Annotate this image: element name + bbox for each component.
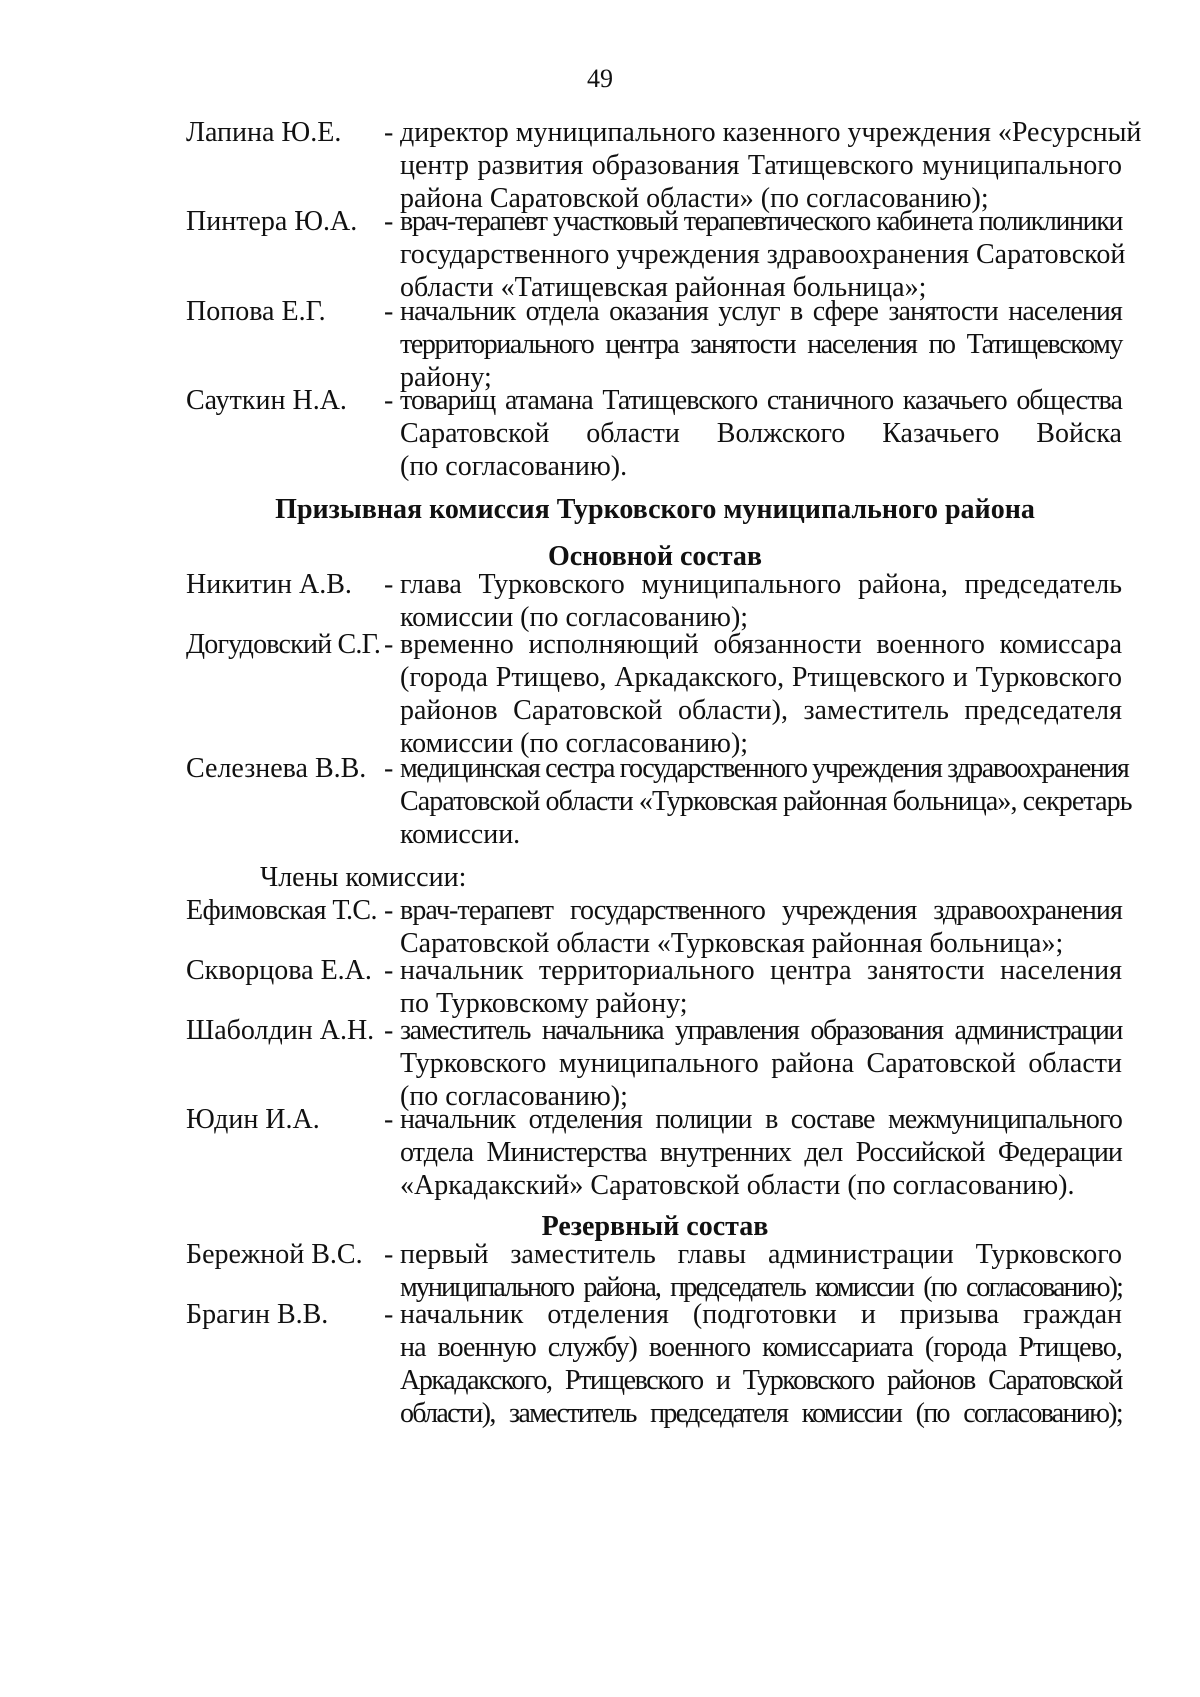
member-entry [186, 295, 1122, 394]
position-line: начальник отдела оказания услуг в сфере занятости населения [400, 296, 1122, 327]
position-line: района Саратовской области» (по согласованию); [400, 183, 989, 214]
member-entry [186, 116, 1142, 215]
member-position [400, 295, 1122, 394]
position-line: государственного учреждения здравоохранения Саратовской [400, 239, 1126, 270]
position-line: врач-терапевт участковый терапевтического кабинета поликлиники [400, 206, 1122, 237]
position-line: (по согласованию). [400, 451, 628, 482]
position-line: (по согласованию); [400, 1081, 628, 1112]
member-position [400, 1298, 1122, 1430]
member-name: Сауткин Н.А. [186, 385, 347, 416]
member-name: Скворцова Е.А. [186, 955, 372, 986]
member-position [400, 116, 1142, 215]
position-line: комиссии (по согласованию); [400, 602, 749, 633]
entry-dash: - [384, 1104, 394, 1135]
member-entry [186, 894, 1122, 960]
position-line: временно исполняющий обязанности военного комиссара [400, 629, 1122, 660]
entry-dash: - [384, 1015, 394, 1046]
entry-dash: - [384, 385, 394, 416]
position-line: области), заместитель председателя комиссии (по согласованию); [400, 1398, 1122, 1429]
position-line: комиссии (по согласованию); [400, 728, 749, 759]
position-line: начальник территориального центра занятости населения [400, 955, 1122, 986]
members-label: Члены комиссии: [260, 862, 467, 893]
member-entry [186, 1103, 1122, 1202]
position-line: первый заместитель главы администрации Турковского [400, 1239, 1122, 1270]
entry-dash: - [384, 1299, 394, 1330]
position-line: «Аркадакский» Саратовской области (по согласованию). [400, 1170, 1075, 1201]
member-name: Никитин А.В. [186, 569, 352, 600]
entry-dash: - [384, 1239, 394, 1270]
member-entry [186, 205, 1126, 304]
position-line: комиссии. [400, 819, 521, 850]
member-position [400, 954, 1122, 1020]
member-entry [186, 1014, 1122, 1113]
member-name: Селезнева В.В. [186, 753, 367, 784]
member-entry [186, 384, 1122, 483]
member-position [400, 628, 1122, 760]
position-line: Саратовской области «Турковская районная больница», секретарь [400, 786, 1132, 817]
member-name: Ефимовская Т.С. [186, 895, 377, 926]
position-line: муниципального района, председатель комиссии (по согласованию); [400, 1272, 1122, 1303]
position-line: районов Саратовской области), заместитель председателя [400, 695, 1122, 726]
position-line: медицинская сестра государственного учреждения здравоохранения [400, 753, 1129, 784]
entry-dash: - [384, 629, 394, 660]
position-line: заместитель начальника управления образования администрации [400, 1015, 1122, 1046]
member-position [400, 1014, 1122, 1113]
position-line: врач-терапевт государственного учреждения здравоохранения [400, 895, 1122, 926]
position-line: начальник отделения (подготовки и призыва граждан [400, 1299, 1122, 1330]
position-line: Саратовской области «Турковская районная больница»; [400, 928, 1064, 959]
reserve-composition-title: Резервный состав [541, 1211, 769, 1242]
position-line: центр развития образования Татищевского муниципального [400, 150, 1122, 181]
position-line: Турковского муниципального района Саратовской области [400, 1048, 1122, 1079]
member-entry [186, 954, 1122, 1020]
member-name: Пинтера Ю.А. [186, 206, 358, 237]
entry-dash: - [384, 117, 394, 148]
member-position [400, 205, 1126, 304]
member-name: Брагин В.В. [186, 1299, 329, 1330]
member-name: Юдин И.А. [186, 1104, 320, 1135]
member-position [400, 384, 1122, 483]
member-name: Догудовский С.Г. [186, 629, 381, 660]
entry-dash: - [384, 895, 394, 926]
position-line: району; [400, 362, 492, 393]
member-entry [186, 628, 1122, 760]
entry-dash: - [384, 955, 394, 986]
member-position [400, 1238, 1122, 1304]
member-entry [186, 1298, 1122, 1430]
position-line: на военную службу) военного комиссариата (города Ртищево, [400, 1332, 1122, 1363]
position-line: товарищ атамана Татищевского станичного казачьего общества [400, 385, 1122, 416]
position-line: начальник отделения полиции в составе межмуниципального [400, 1104, 1122, 1135]
member-name: Шаболдин А.Н. [186, 1015, 375, 1046]
entry-dash: - [384, 206, 394, 237]
position-line: (города Ртищево, Аркадакского, Ртищевского и Турковского [400, 662, 1122, 693]
entry-dash: - [384, 296, 394, 327]
member-entry [186, 752, 1132, 851]
position-line: директор муниципального казенного учреждения «Ресурсный [400, 117, 1142, 148]
member-entry [186, 568, 1122, 634]
member-name: Попова Е.Г. [186, 296, 326, 327]
member-entry [186, 1238, 1122, 1304]
position-line: отдела Министерства внутренних дел Российской Федерации [400, 1137, 1122, 1168]
main-composition-title: Основной состав [547, 541, 763, 572]
position-line: Саратовской области Волжского Казачьего Войска [400, 418, 1122, 449]
member-name: Лапина Ю.Е. [186, 117, 342, 148]
entry-dash: - [384, 753, 394, 784]
position-line: Аркадакского, Ртищевского и Турковского районов Саратовской [400, 1365, 1122, 1396]
member-position [400, 568, 1122, 634]
position-line: по Турковскому району; [400, 988, 688, 1019]
page-number: 49 [587, 64, 613, 93]
member-name: Бережной В.С. [186, 1239, 363, 1270]
position-line: области «Татищевская районная больница»; [400, 272, 927, 303]
member-position [400, 894, 1122, 960]
position-line: глава Турковского муниципального района, председатель [400, 569, 1122, 600]
position-line: территориального центра занятости населения по Татищевскому [400, 329, 1122, 360]
member-position [400, 752, 1132, 851]
member-position [400, 1103, 1122, 1202]
commission-title: Призывная комиссия Турковского муниципального района [275, 494, 1035, 525]
entry-dash: - [384, 569, 394, 600]
